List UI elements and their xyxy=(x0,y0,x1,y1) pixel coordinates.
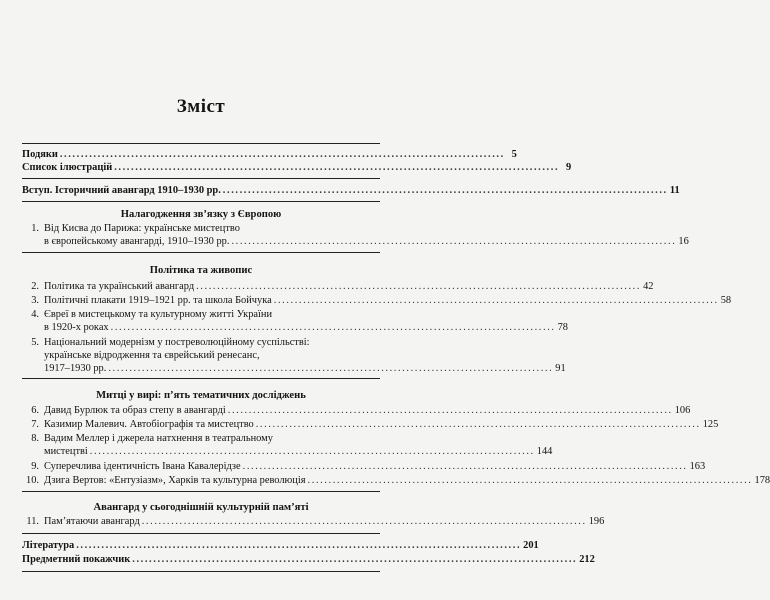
toc-entry-chapter-8[interactable] xyxy=(22,432,380,445)
entry-label: в європейському авангарді, 1910–1930 рр. xyxy=(44,236,230,247)
chapter-number: 2. xyxy=(31,281,39,292)
entry-page: 78 xyxy=(557,322,568,333)
toc-entry-index[interactable] xyxy=(22,553,595,566)
toc-entry-chapter-3[interactable] xyxy=(22,294,732,307)
entry-label: Вадим Меллер і джерела натхнення в театральному xyxy=(44,433,273,444)
toc-entry-chapter-2[interactable] xyxy=(22,280,654,293)
chapter-number: 4. xyxy=(31,309,39,320)
toc-entry-chapter-1[interactable] xyxy=(22,222,380,235)
toc-entry-illustrations[interactable] xyxy=(22,161,572,174)
entry-page: 11 xyxy=(669,185,680,196)
entry-label: Євреї в мистецькому та культурному житті України xyxy=(44,309,273,320)
entry-label: Казимир Малевич. Автобіографія та мистецтво xyxy=(44,419,254,430)
entry-page: 125 xyxy=(702,419,719,430)
entry-label: Пам’ятаючи авангард xyxy=(44,516,140,527)
chapter-number: 8. xyxy=(31,433,39,444)
chapter-number: 11. xyxy=(26,516,39,527)
toc-entry-chapter-7[interactable] xyxy=(22,418,719,431)
chapter-number: 5. xyxy=(31,337,39,348)
dot-leader: .......................................................................................................... xyxy=(227,405,673,416)
toc-entry-intro[interactable] xyxy=(22,184,680,197)
entry-label: 1917–1930 рр. xyxy=(44,363,107,374)
dot-leader: .......................................................................................................... xyxy=(110,322,556,333)
dot-leader: .......................................................................................................... xyxy=(307,475,753,486)
divider xyxy=(22,378,380,379)
chapter-number: 10. xyxy=(26,475,39,486)
toc-entry-chapter-5-cont[interactable] xyxy=(44,362,566,375)
chapter-number: 1. xyxy=(31,223,39,234)
entry-label: українське відродження та єврейський ренесанс, xyxy=(44,350,260,361)
entry-page: 144 xyxy=(536,446,553,457)
divider xyxy=(22,533,380,534)
entry-label: Література xyxy=(22,540,75,551)
entry-page: 5 xyxy=(511,149,517,160)
entry-label: Список ілюстрацій xyxy=(22,162,113,173)
entry-label: в 1920-х роках xyxy=(44,322,109,333)
entry-page: 42 xyxy=(643,281,654,292)
dot-leader: .......................................................................................................... xyxy=(108,363,554,374)
dot-leader: .......................................................................................................... xyxy=(255,419,701,430)
entry-label: Подяки xyxy=(22,149,58,160)
entry-label: Національний модернізм у постреволюційному суспільстві: xyxy=(44,337,310,348)
divider xyxy=(22,252,380,253)
divider xyxy=(22,571,380,572)
dot-leader: .......................................................................................................... xyxy=(231,236,677,247)
toc-entry-chapter-10[interactable] xyxy=(22,474,770,487)
entry-label: мистецтві xyxy=(44,446,88,457)
divider xyxy=(22,143,380,144)
chapter-number: 9. xyxy=(31,461,39,472)
dot-leader: .......................................................................................................... xyxy=(222,185,668,196)
dot-leader: .......................................................................................................... xyxy=(242,461,688,472)
part-heading: Митці у вирі: п’ять тематичних досліджень xyxy=(96,390,306,401)
entry-page: 58 xyxy=(720,295,732,306)
toc-entry-chapter-11[interactable] xyxy=(22,515,605,528)
entry-page: 196 xyxy=(588,516,605,527)
entry-label: Політичні плакати 1919–1921 рр. та школа Бойчука xyxy=(44,295,272,306)
part-heading: Політика та живопис xyxy=(149,265,253,276)
entry-page: 91 xyxy=(555,363,566,374)
entry-page: 16 xyxy=(678,236,689,247)
dot-leader: .......................................................................................................... xyxy=(141,516,587,527)
entry-label: Предметний покажчик xyxy=(22,554,131,565)
chapter-number: 7. xyxy=(31,419,39,430)
dot-leader: .......................................................................................................... xyxy=(196,281,642,292)
entry-page: 106 xyxy=(674,405,691,416)
part-heading: Налагодження зв’язку з Європою xyxy=(120,209,282,220)
toc-entry-chapter-8-cont[interactable] xyxy=(44,445,553,458)
divider xyxy=(22,178,380,179)
toc-entry-chapter-9[interactable] xyxy=(22,460,706,473)
entry-page: 201 xyxy=(523,540,539,551)
divider xyxy=(22,491,380,492)
chapter-number: 6. xyxy=(31,405,39,416)
entry-label: Дзига Вертов: «Ентузіазм», Харків та культурна революція xyxy=(44,475,306,486)
dot-leader: .......................................................................................................... xyxy=(132,554,578,565)
entry-page: 9 xyxy=(565,162,572,173)
toc-entry-chapter-4[interactable] xyxy=(22,308,380,321)
chapter-number: 3. xyxy=(31,295,39,306)
dot-leader: .......................................................................................................... xyxy=(59,149,505,160)
dot-leader: .......................................................................................................... xyxy=(273,295,719,306)
entry-label: Давид Бурлюк та образ степу в авангарді xyxy=(44,405,226,416)
entry-label: Суперечлива ідентичність Івана Кавалерідзе xyxy=(44,461,241,472)
entry-label: Вступ. Історичний авангард 1910–1930 рр. xyxy=(22,185,221,196)
toc-entry-chapter-6[interactable] xyxy=(22,404,691,417)
toc-entry-acknowledgements[interactable] xyxy=(22,148,517,161)
toc-entry-chapter-1-cont[interactable] xyxy=(44,235,689,248)
entry-label: Від Кисва до Парижа: українське мистецтво xyxy=(44,223,240,234)
toc-entry-chapter-4-cont[interactable] xyxy=(44,321,568,334)
toc-entry-literature[interactable] xyxy=(22,539,539,552)
dot-leader: .......................................................................................................... xyxy=(76,540,522,551)
divider xyxy=(22,201,380,202)
part-heading: Авангард у сьогоднішній культурній пам’яті xyxy=(93,502,309,513)
page-title: Зміст xyxy=(176,96,226,117)
toc-entry-chapter-5[interactable] xyxy=(22,336,380,349)
dot-leader: .......................................................................................................... xyxy=(114,162,560,173)
entry-page: 212 xyxy=(579,554,595,565)
entry-label: Політика та український авангард xyxy=(44,281,195,292)
entry-page: 163 xyxy=(689,461,706,472)
dot-leader: .......................................................................................................... xyxy=(89,446,535,457)
entry-page: 178 xyxy=(754,475,770,486)
